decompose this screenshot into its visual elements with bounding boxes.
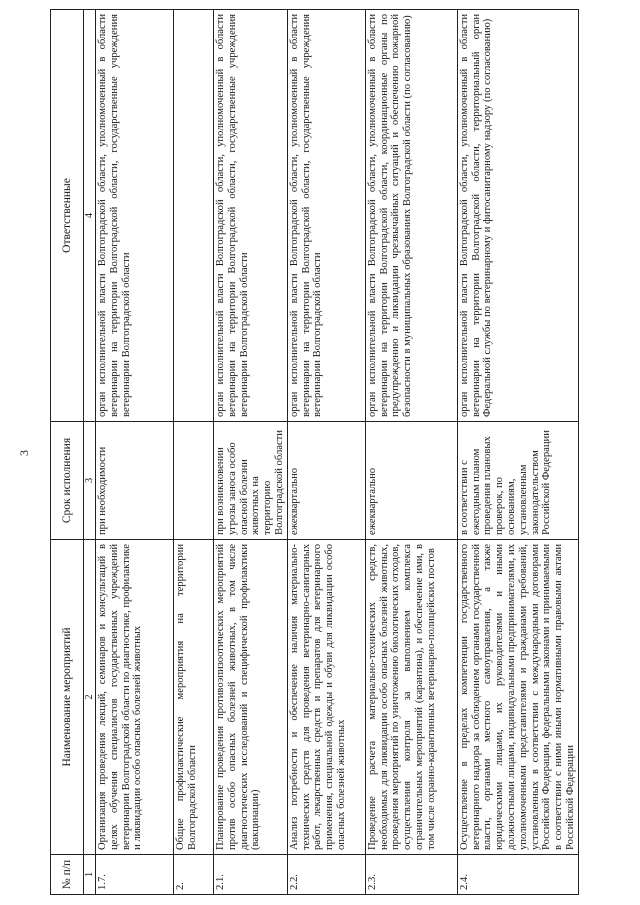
row-action: Осуществление в пределах компетенции государственного ветеринарного надзора за соблюдением органами государственной власти, органами местного самоуправления, а также юридическими лицами, их руководителями и иными должностными лицами, индивидуальными предпринимателями, их уполномоченными представителями и гражданами требований, установленных в соответствии с международными договорами Российской Федерации, федеральными законами и принимаемыми в соответствии с ними иными нормативными правовыми актами Российской Федерации: [457, 540, 578, 855]
row-term: при необходимости: [96, 422, 174, 540]
header-number: № п/п: [51, 855, 84, 895]
row-responsible: орган исполнительной власти Волгоградской области, уполномоченный в области ветеринарии на территории Волгоградской области, государственные учреждения ветеринарии Волгоградской области: [96, 10, 174, 422]
row-action: Анализ потребности и обеспечение наличия материально-технических средств для проведения ветеринарно-санитарных работ, лекарственных средств и препаратов для ветеринарного применения, специальной одежды и обуви для ликвидации особо опасных болезней животных: [287, 540, 365, 855]
column-index-row: [84, 10, 96, 895]
table-row: [174, 10, 214, 895]
table-row: [96, 10, 174, 895]
row-responsible: орган исполнительной власти Волгоградской области, уполномоченный в области ветеринарии на территории Волгоградской области, координационные органы по предупреждению и ликвидации чрезвычайных ситуаций и обеспечению пожарной безопасности в муниципальных образованиях Волгоградской области (по согласованию): [365, 10, 457, 422]
row-responsible: орган исполнительной власти Волгоградской области, уполномоченный в области ветеринарии на территории Волгоградской области, государственные учреждения ветеринарии Волгоградской области: [287, 10, 365, 422]
row-number: 2.3.: [365, 855, 457, 895]
row-term: при возникновении угрозы заноса особо опасной болезни животных на территорию Волгоградской области: [214, 422, 288, 540]
row-responsible: орган исполнительной власти Волгоградской области, уполномоченный в области ветеринарии на территории Волгоградской области, государственные учреждения ветеринарии Волгоградской области: [214, 10, 288, 422]
table-row: [287, 10, 365, 895]
row-number: 1.7.: [96, 855, 174, 895]
row-number: 2.2.: [287, 855, 365, 895]
page-number: 3: [17, 450, 31, 456]
table-row: [365, 10, 457, 895]
header-action: Наименование мероприятий: [51, 540, 84, 855]
row-number: 2.: [174, 855, 214, 895]
document-page-rotated: [50, 10, 610, 895]
row-action: Проведение расчета материально-технических средств, необходимых для ликвидации особо опасных болезней животных, проведения мероприятий по уничтожению биологических отходов, осуществления контроля за выполнением комплекса ограничительных мероприятий (карантина), и обеспечение ими, в том числе охранно-карантинных ветеринарно-полицейских постов: [365, 540, 457, 855]
table-header-row: [51, 10, 84, 895]
row-responsible: орган исполнительной власти Волгоградской области, уполномоченный в области ветеринарии на территории Волгоградской области, территориальный орган Федеральной службы по ветеринарному и фитосанитарному надзору (по согласованию): [457, 10, 578, 422]
row-action: Планирование проведения противоэпизоотических мероприятий против особо опасных болезней животных, в том числе диагностических исследований и специфической профилактики (вакцинации): [214, 540, 288, 855]
header-responsible: Ответственные: [51, 10, 84, 422]
row-action: Организация проведения лекций, семинаров и консультаций в целях обучения специалистов государственных учреждений ветеринарии Волгоградской области по диагностике, профилактике и ликвидации особо опасных болезней животных: [96, 540, 174, 855]
measures-table: [50, 9, 579, 895]
column-index: 2: [84, 540, 96, 855]
row-number: 2.4.: [457, 855, 578, 895]
row-number: 2.1.: [214, 855, 288, 895]
table-row: [214, 10, 288, 895]
row-term: ежеквартально: [287, 422, 365, 540]
row-term: ежеквартально: [365, 422, 457, 540]
row-term: [174, 422, 214, 540]
row-responsible: [174, 10, 214, 422]
table-row: [457, 10, 578, 895]
column-index: 1: [84, 855, 96, 895]
header-term: Срок исполнения: [51, 422, 84, 540]
row-term: в соответствии с ежегодным планом проведения плановых проверок, по основаниям, установленным законодательством Российской Федерации: [457, 422, 578, 540]
row-action: Общие профилактические мероприятия на территории Волгоградской области: [174, 540, 214, 855]
column-index: 3: [84, 422, 96, 540]
column-index: 4: [84, 10, 96, 422]
